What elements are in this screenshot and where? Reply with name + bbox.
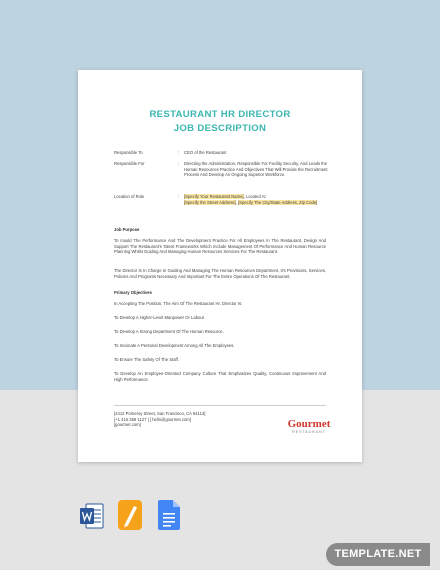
- objective-item: To Develop A Strong Department Of The Human Resource.: [114, 329, 224, 334]
- info-colon: :: [178, 194, 180, 199]
- document-page: [78, 70, 362, 462]
- footer-divider: [114, 405, 326, 406]
- info-colon: :: [178, 150, 180, 155]
- document-title: RESTAURANT HR DIRECTOR: [149, 109, 291, 120]
- objectives-heading: Primary Objectives: [114, 290, 152, 295]
- brand-logo-subtitle: RESTAURANT: [292, 430, 326, 434]
- google-docs-icon[interactable]: [158, 500, 180, 530]
- placeholder-city-address: [Specify The City/State Address, Zip Code]: [238, 199, 318, 205]
- watermark-text: TEMPLATE.NET: [334, 548, 422, 560]
- placeholder-restaurant-name: [Specify Your Restaurant Name]: [184, 194, 244, 199]
- footer-contact: [114, 411, 234, 428]
- info-value-responsible-for: Directing the Administration, Responsible For Facility Security, And Leads the Human Resources Practice And Objectives That Will Provide the Recruitment Process And Develop An Ongoing Superior Workforce.: [184, 161, 328, 178]
- word-icon[interactable]: [80, 502, 104, 530]
- footer-phone-email: [+1 415 358 1127 ] [ hello@gourmet.com]: [114, 416, 191, 422]
- info-value-responsible-to: CEO of the Restaurant: [184, 150, 227, 155]
- footer-address: [4412 Pomeroy Street, San Francisco, CA 94114]: [114, 411, 206, 416]
- template-net-watermark: [326, 543, 430, 566]
- document-subtitle: JOB DESCRIPTION: [173, 123, 267, 134]
- info-label-location: Location of Role: [114, 194, 145, 199]
- objective-item: To Develop A Higher-Level Manpower Or Labour.: [114, 315, 206, 320]
- job-purpose-paragraph: To mould The Performance And The Development Practice For All Employees In The Restaurant, Design And Support The Restaurant's Talent Frameworks Which Include Management Of Performance And Human Resource Planning Whilst Guiding And Managing Human Resources Services For The Restaurant.: [114, 238, 326, 255]
- objective-item: To Develop An Employee-Oriented Company Culture That Emphasizes Quality, Continuous Improvement And High Performance.: [114, 371, 326, 382]
- footer-website: [gourmet.com]: [114, 422, 141, 428]
- objective-item: To Inculcate A Personal Development Among All The Employees.: [114, 343, 235, 348]
- info-label-responsible-to: Responsible To: [114, 150, 143, 155]
- placeholder-street-address: [Specify the Street Address]: [184, 199, 236, 205]
- objective-item: In Accepting The Position, The Aim Of The Restaurant Hr. Director Is:: [114, 301, 243, 306]
- job-purpose-heading: Job Purpose: [114, 227, 140, 232]
- info-colon: :: [178, 161, 180, 166]
- brand-logo: Gourmet: [287, 418, 331, 430]
- info-value-location: [184, 194, 332, 205]
- location-separator: ,: [235, 199, 239, 205]
- objective-item: To Ensure The Safety Of The Staff.: [114, 357, 179, 362]
- job-purpose-paragraph: The Director Is In Charge In Guiding And Managing The Human Resources Department, It's Provisions, Services, Policies And Programs Necessary And Important For The Entire Operations Of The Restaurant.: [114, 268, 326, 279]
- pages-icon[interactable]: [118, 500, 142, 530]
- info-label-responsible-for: Responsible For: [114, 161, 145, 166]
- location-connector: , Located At: [243, 194, 266, 199]
